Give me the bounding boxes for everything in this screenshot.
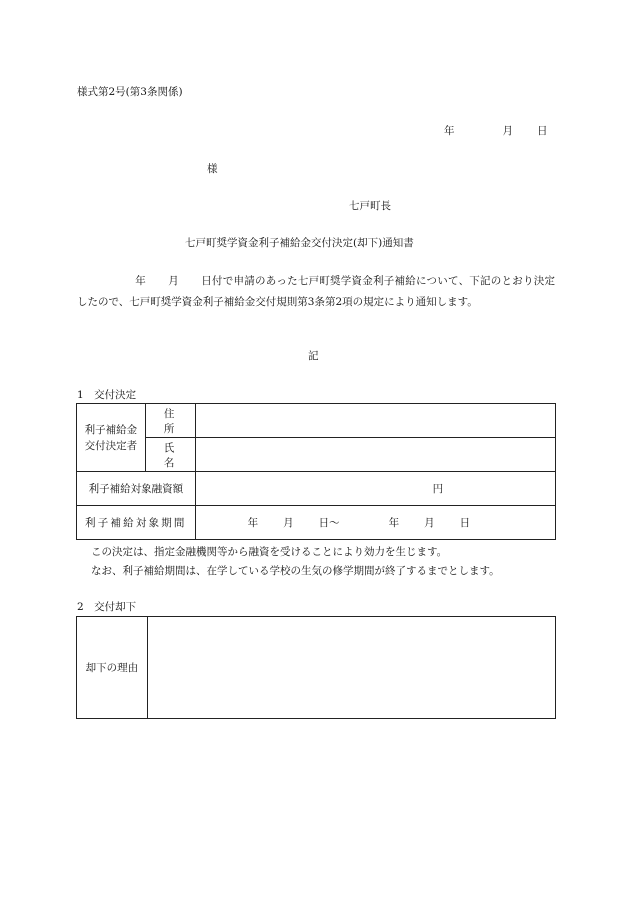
note-period: なお、利子補給期間は、在学している学校の生気の修学期間が終了するまでとします。 [91, 565, 500, 577]
name-field[interactable] [195, 438, 555, 472]
amount-unit: 円 [432, 483, 444, 495]
body-paragraph [77, 271, 555, 313]
reason-field[interactable] [147, 617, 555, 719]
reason-label: 却下の理由 [77, 617, 148, 719]
recipient-label-line1: 利子補給金 [84, 423, 138, 436]
form-number: 様式第2号(第3条関係) [77, 86, 183, 98]
address-label: 住 所 [145, 404, 195, 438]
issue-date-month: 月 [502, 125, 513, 137]
body-month: 月 [168, 275, 179, 287]
period-label: 利子補給対象期間 [77, 506, 196, 540]
period-field[interactable] [195, 506, 555, 540]
rejection-table [76, 616, 556, 719]
ki-heading: 記 [308, 350, 319, 362]
sender-name: 七戸町長 [349, 200, 391, 212]
section1-heading: 1 交付決定 [77, 389, 137, 401]
amount-label: 利子補給対象融資額 [77, 472, 196, 506]
period-from-month: 月 [283, 517, 294, 529]
amount-field[interactable] [195, 472, 555, 506]
period-from-day: 日～ [318, 517, 340, 529]
body-text: 日付で申請のあった七戸町奨学資金利子補給について、下記のとおり決定したので、七戸町奨学資金利子補給金交付規則第3条第2項の規定により通知します。 [77, 275, 556, 308]
recipient-label-line2: 交付決定者 [84, 439, 138, 452]
decision-table [76, 403, 556, 540]
issue-date-day: 日 [537, 125, 548, 137]
body-year: 年 [135, 275, 146, 287]
issue-date [444, 123, 548, 138]
period-to-day: 日 [459, 517, 471, 529]
name-label: 氏 名 [145, 438, 195, 472]
recipient-label [77, 404, 146, 472]
issue-date-year: 年 [444, 125, 455, 137]
address-field[interactable] [195, 404, 555, 438]
period-to-month: 月 [424, 517, 435, 529]
document-title: 七戸町奨学資金利子補給金交付決定(却下)通知書 [185, 237, 414, 249]
period-from-year: 年 [247, 517, 259, 529]
period-to-year: 年 [388, 517, 400, 529]
note-effectiveness: この決定は、指定金融機関等から融資を受けることにより効力を生じます。 [91, 546, 448, 558]
addressee-suffix: 様 [207, 163, 218, 175]
section2-heading: 2 交付却下 [77, 601, 137, 613]
